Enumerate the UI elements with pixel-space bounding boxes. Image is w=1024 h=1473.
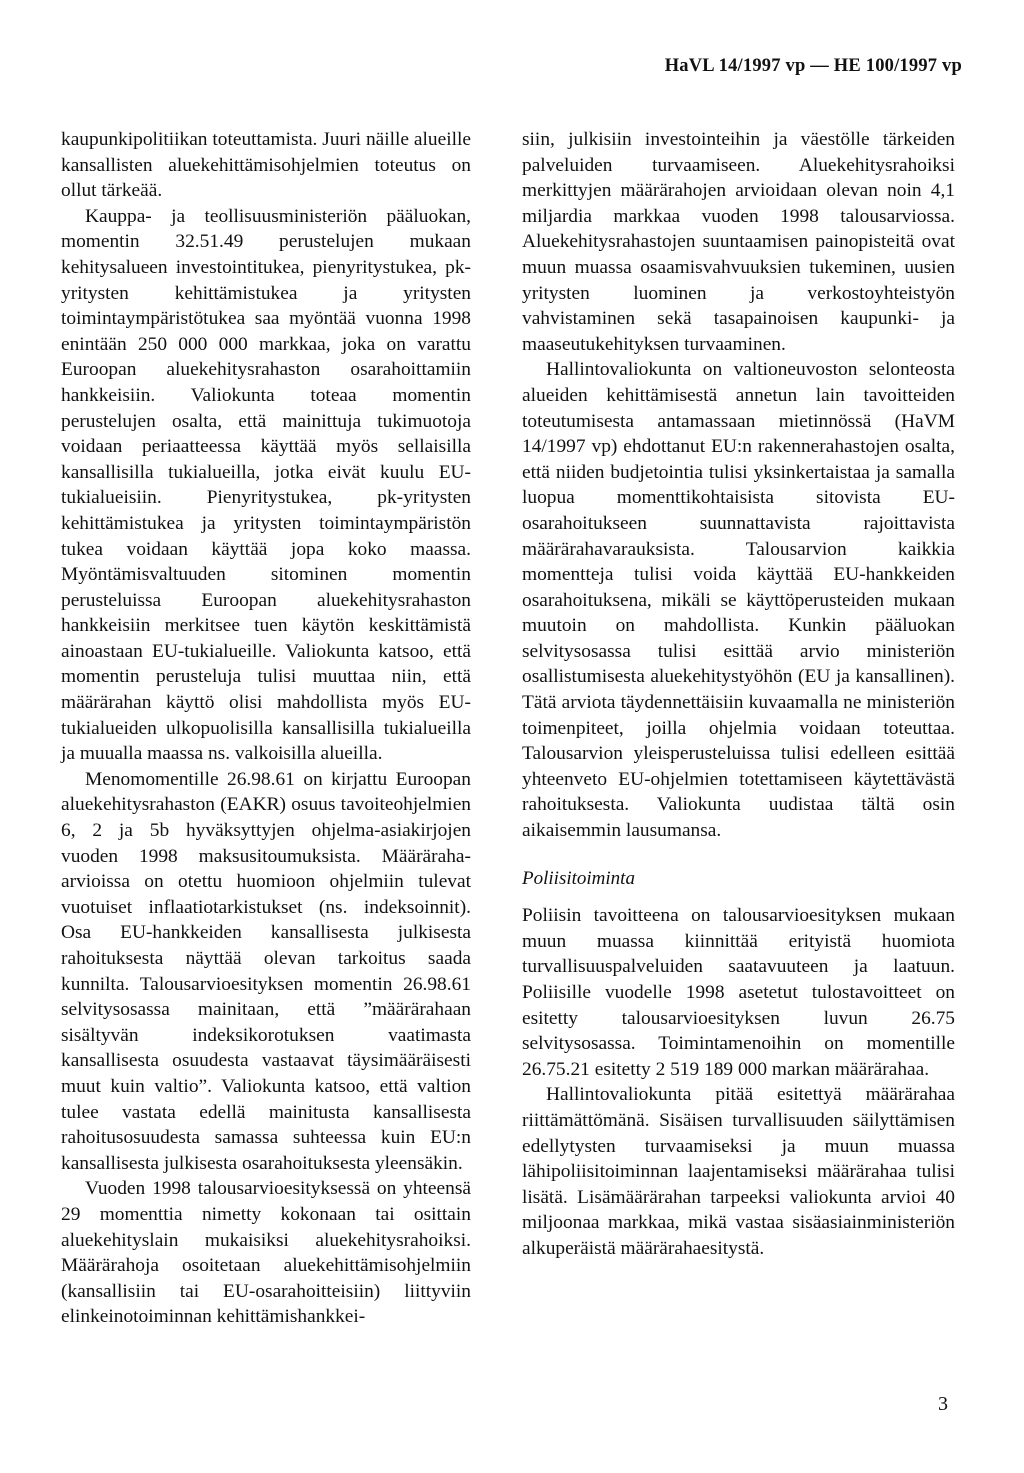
page-header: HaVL 14/1997 vp — HE 100/1997 vp xyxy=(664,56,962,76)
paragraph: Kauppa- ja teollisuusministeriön pääluokan, momentin 32.51.49 perustelujen mukaan kehitysalueen investointitukea, pienyritystukea, pk-yritysten kehittämistukea ja yritysten toimintaympäristötukea saa myöntää vuonna 1998 enintään 250 000 000 markkaa, joka on varattu Euroopan aluekehitysrahaston osarahoittamiin hankkeisiin. Valiokunta toteaa momentin perustelujen osalta, että mainittuja tukimuotoja voidaan periaatteessa käyttää myös sellaisilla kansallisilla tukialueilla, jotka eivät kuulu EU-tukialueisiin. Pienyritystukea, pk-yritysten kehittämistukea ja yritysten toimintaympäristön tukea voidaan käyttää jopa koko maassa. Myöntämisvaltuuden sitominen momentin perusteluissa Euroopan aluekehitysrahaston hankkeisiin merkitsee tuen käytön keskittämistä ainoastaan EU-tukialueille. Valiokunta katsoo, että momentin perusteluja tulisi muuttaa niin, että määrärahan käyttö olisi mahdollista myös EU-tukialueiden ulkopuolisilla kansallisilla tukialueilla ja muualla maassa ns. valkoisilla alueilla. xyxy=(61,205,471,765)
paragraph: Hallintovaliokunta on valtioneuvoston selonteosta alueiden kehittämisestä annetun lain tavoitteiden toteutumisesta antamassaan mietinnössä (HaVM 14/1997 vp) ehdottanut EU:n rakennerahastojen osalta, että niiden budjetointia tulisi yksinkertaistaa ja samalla luopua momenttikohtaisista sitovista EU-osarahoitukseen suunnattavista rajoittavista määrärahavarauksista. Talousarvion kaikkia momentteja tulisi voida käyttää EU-hankkeiden osarahoituksena, mikäli se käyttöperusteiden mukaan muutoin on mahdollista. Kunkin pääluokan selvitysosassa tulisi esittää arvio ministeriön osallistumisesta aluekehitystyöhön (EU ja kansallinen). Tätä arviota täydennettäisiin kuvaamalla ne ministeriön toimenpiteet, joilla ohjelmia voidaan toteuttaa. Talousarvion yleisperusteluissa tulisi edelleen esittää yhteenveto EU-ohjelmien totettamiseen käytettävästä rahoituksesta. Valiokunta uudistaa tältä osin aikaisemmin lausumansa. xyxy=(522,359,955,842)
paragraph: kaupunkipolitiikan toteuttamista. Juuri näille alueille kansallisten aluekehittämisohjelmien toteutus on ollut tärkeää. xyxy=(61,129,471,202)
paragraph: siin, julkisiin investointeihin ja väestölle tärkeiden palveluiden turvaamiseen. Aluekehitysrahoiksi merkittyjen määrärahojen arvioidaan olevan noin 4,1 miljardia markkaa vuoden 1998 talousarviossa. Aluekehitysrahastojen suuntaamisen painopisteitä ovat muun muassa osaamisvahvuuksien tukeminen, uusien yritysten luominen ja verkostoyhteistyön vahvistaminen sekä tasapainoisen kaupunki- ja maaseutukehityksen turvaaminen. xyxy=(522,129,955,355)
paragraph: Menomomentille 26.98.61 on kirjattu Euroopan aluekehitysrahaston (EAKR) osuus tavoiteohjelmien 6, 2 ja 5b hyväksyttyjen ohjelma-asiakirjojen vuoden 1998 maksusitoumuksista. Määräraha-arvioissa on otettu huomioon ohjelmiin tulevat vuotuiset inflaatiotarkistukset (ns. indeksoinnit). Osa EU-hankkeiden kansallisesta julkisesta rahoituksesta näyttää olevan tarkoitus saada kunnilta. Talousarvioesityksen momentin 26.98.61 selvitysosassa mainitaan, että ”määrärahaan sisältyvän indeksikorotuksen vaatimasta kansallisesta osuudesta vastaavat täysimääräisesti muut kuin valtio”. Valiokunta katsoo, että valtion tulee vastata edellä mainitusta kansallisesta rahoitusosuudesta samassa suhteessa kuin EU:n kansallisesta julkisesta osarahoituksesta yleensäkin. xyxy=(61,768,471,1174)
paragraph: Poliisin tavoitteena on talousarvioesityksen mukaan muun muassa kiinnittää erityistä huomiota turvallisuuspalveluiden saatavuuteen ja laatuun. Poliisille vuodelle 1998 asetetut tulostavoitteet on esitetty talousarvioesityksen luvun 26.75 selvitysosassa. Toimintamenoihin on momentille 26.75.21 esitetty 2 519 189 000 markan määrärahaa. xyxy=(522,905,955,1080)
section-heading: Poliisitoiminta xyxy=(522,867,635,889)
page-number: 3 xyxy=(938,1393,948,1415)
paragraph: Hallintovaliokunta pitää esitettyä määrärahaa riittämättömänä. Sisäisen turvallisuuden säilyttämisen edellytysten turvaamiseksi ja muun muassa lähipoliisitoiminnan laajentamiseksi määrärahaa tulisi lisätä. Lisämäärärahan tarpeeksi valiokunta arvioi 40 miljoonaa markkaa, mikä vastaa sisäasiainministeriön alkuperäistä määrärahaesitystä. xyxy=(522,1084,955,1259)
paragraph: Vuoden 1998 talousarvioesityksessä on yhteensä 29 momenttia nimetty kokonaan tai osittain aluekehityslain mukaisiksi aluekehitysrahoiksi. Määrärahoja osoitetaan aluekehittämisohjelmiin (kansallisiin tai EU-osarahoitteisiin) liittyviin elinkeinotoiminnan kehittämishankkei- xyxy=(61,1178,471,1328)
left-column xyxy=(61,127,471,1330)
right-column xyxy=(522,127,955,1262)
